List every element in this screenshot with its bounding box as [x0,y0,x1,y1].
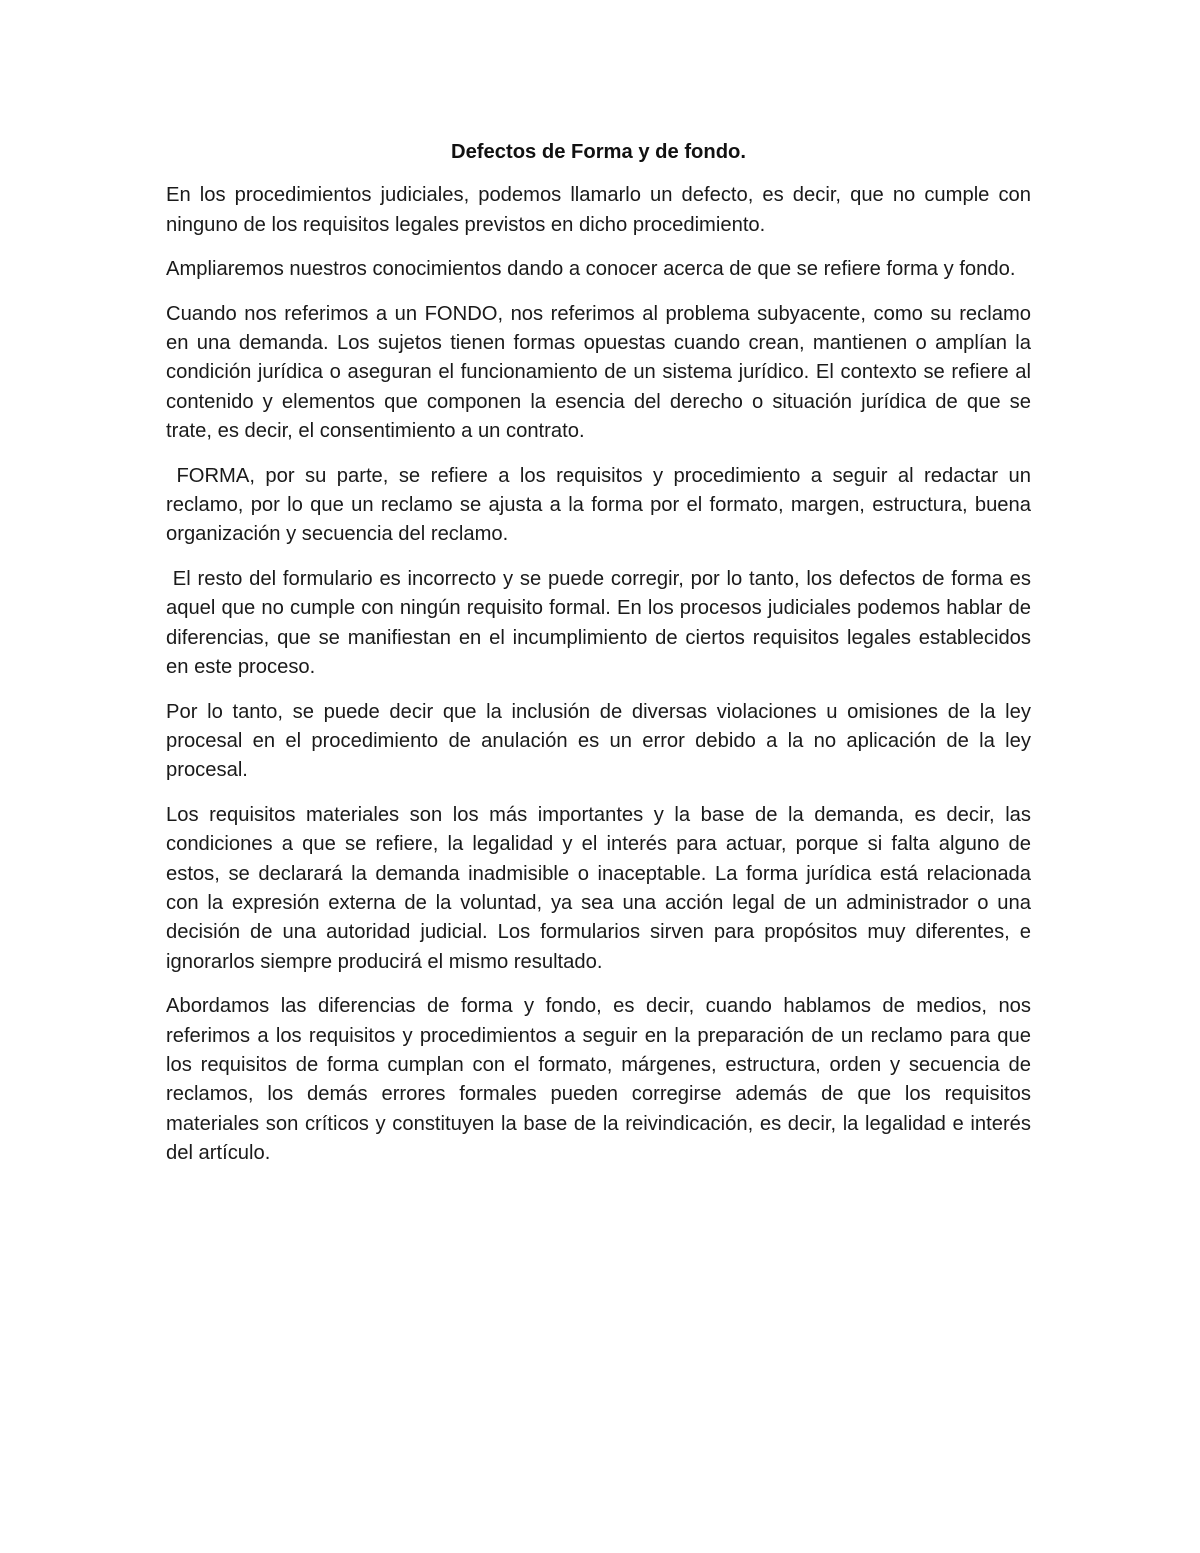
paragraph-6: Por lo tanto, se puede decir que la inclusión de diversas violaciones u omisiones de la ley procesal en el procedimiento de anulación es un error debido a la no aplicación de la ley procesal. [166,700,1031,782]
paragraph-4: FORMA, por su parte, se refiere a los requisitos y procedimiento a seguir al redactar un reclamo, por lo que un reclamo se ajusta a la forma por el formato, margen, estructura, buena organización y secuencia del reclamo. [166,464,1031,546]
paragraph-5: El resto del formulario es incorrecto y se puede corregir, por lo tanto, los defectos de forma es aquel que no cumple con ningún requisito formal. En los procesos judiciales podemos hablar de diferencias, que se manifiestan en el incumplimiento de ciertos requisitos legales establecidos en este proceso. [166,567,1031,679]
paragraph-3: Cuando nos referimos a un FONDO, nos referimos al problema subyacente, como su reclamo en una demanda. Los sujetos tienen formas opuestas cuando crean, mantienen o amplían la condición jurídica o aseguran el funcionamiento de un sistema jurídico. El contexto se refiere al contenido y elementos que componen la esencia del derecho o situación jurídica de que se trate, es decir, el consentimiento a un contrato. [166,302,1031,443]
document-body [166,138,1031,1184]
paragraph-2: Ampliaremos nuestros conocimientos dando a conocer acerca de que se refiere forma y fondo. [166,258,1016,281]
paragraph-8: Abordamos las diferencias de forma y fondo, es decir, cuando hablamos de medios, nos referimos a los requisitos y procedimientos a seguir en la preparación de un reclamo para que los requisitos de forma cumplan con el formato, márgenes, estructura, orden y secuencia de reclamos, los demás errores formales pueden corregirse además de que los requisitos materiales son críticos y constituyen la base de la reivindicación, es decir, la legalidad e interés del artículo. [166,995,1031,1165]
paragraph-7: Los requisitos materiales son los más importantes y la base de la demanda, es decir, las condiciones a que se refiere, la legalidad y el interés para actuar, porque si falta alguno de estos, se declarará la demanda inadmisible o inaceptable. La forma jurídica está relacionada con la expresión externa de la voluntad, ya sea una acción legal de un administrador o una decisión de una autoridad judicial. Los formularios sirven para propósitos muy diferentes, e ignorarlos siempre producirá el mismo resultado. [166,803,1031,973]
paragraph-1: En los procedimientos judiciales, podemos llamarlo un defecto, es decir, que no cumple con ninguno de los requisitos legales previstos en dicho procedimiento. [166,184,1031,236]
document-title: Defectos de Forma y de fondo. [450,141,746,163]
